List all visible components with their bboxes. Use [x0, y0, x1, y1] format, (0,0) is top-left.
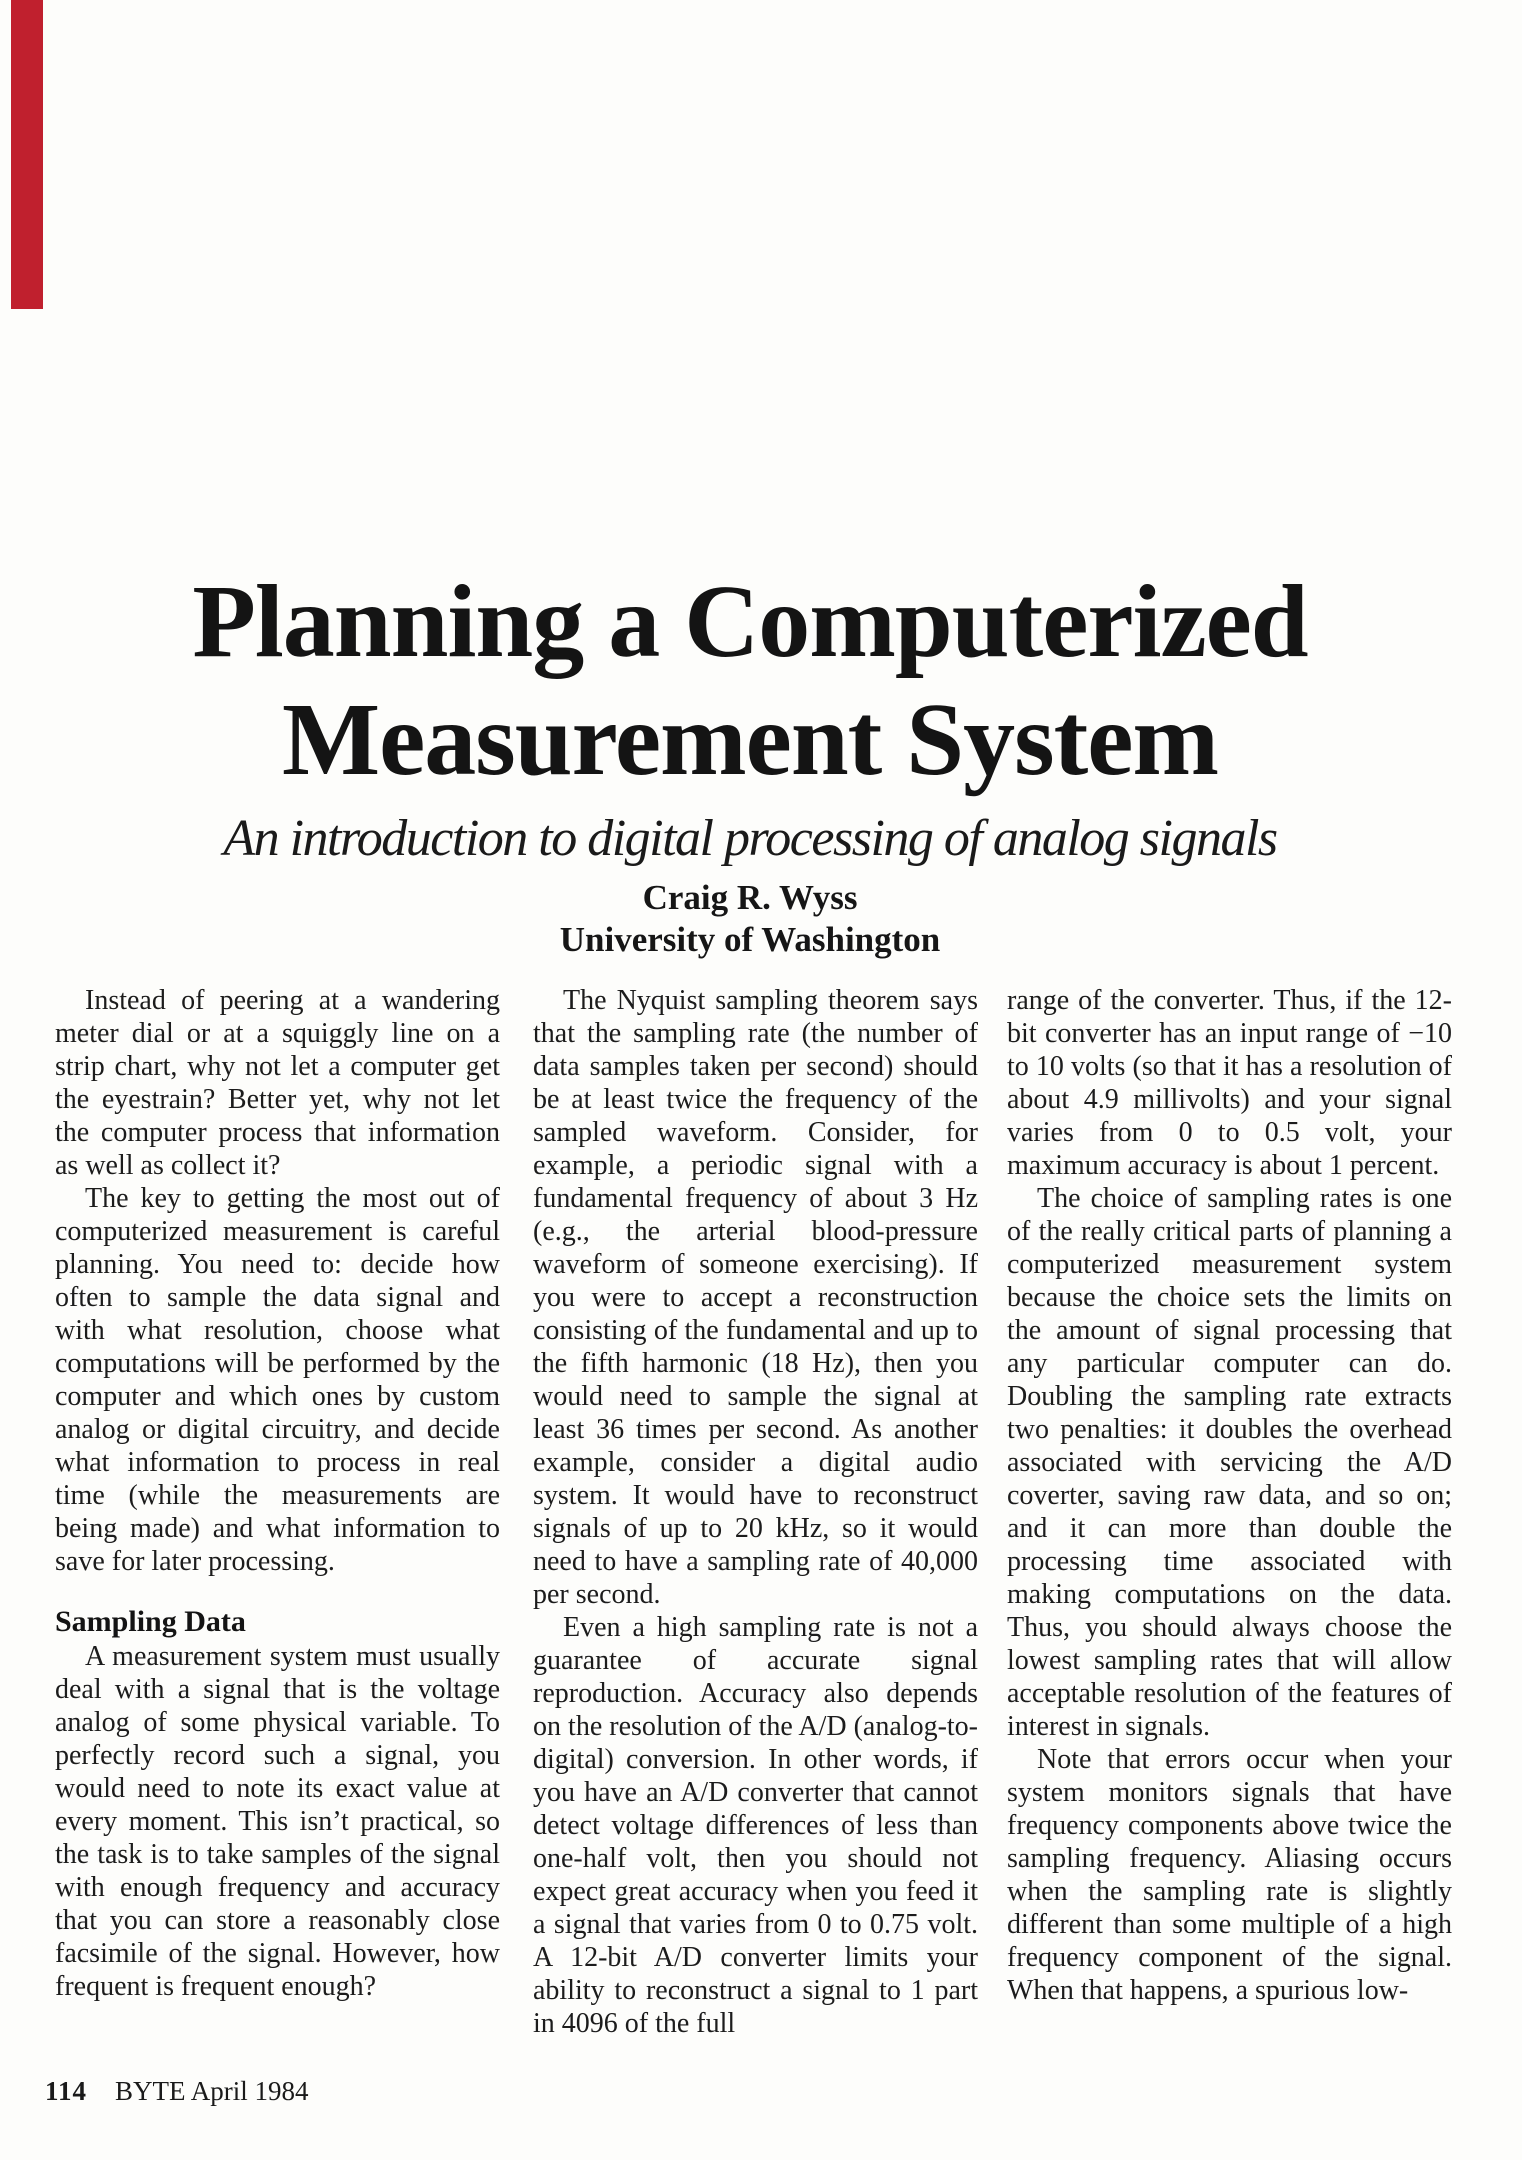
paragraph: A measurement system must usually deal with a signal that is the voltage analog of some physical variable. To perfectly record such a signal, you would need to note its exact value at every moment. This isn’t practical, so the task is to take samples of the signal with enough frequency and accuracy that you can store a reasonably close facsimile of the signal. However, how frequent is frequent enough?	[55, 1641, 500, 2002]
article-title	[0, 563, 1500, 799]
page-footer	[45, 2076, 309, 2106]
paragraph: Note that errors occur when your system monitors signals that have frequency components above twice the sampling frequency. Aliasing occurs when the sampling rate is slightly different than some multiple of a high frequency component of the signal. When that happens, a spurious low-	[1007, 1744, 1452, 2006]
article-header	[0, 563, 1500, 961]
paragraph: The key to getting the most out of computerized measurement is careful planning. You need to: decide how often to sample the data signal and with what resolution, choose what computations will be performed by the computer and which ones by custom analog or digital circuitry, and decide what information to process in real time (while the measurements are being made) and what information to save for later processing.	[55, 1183, 500, 1577]
title-line-2: Measurement System	[281, 682, 1219, 797]
section-heading: Sampling Data	[55, 1605, 246, 1638]
text-column-1	[55, 984, 500, 2003]
paragraph: The Nyquist sampling theorem says that the sampling rate (the number of data samples taken per second) should be at least twice the frequency of the sampled waveform. Consider, for example, a periodic signal with a fundamental frequency of about 3 Hz (e.g., the arterial blood-pressure waveform of someone exercising). If you were to accept a reconstruction consisting of the fundamental and up to the fifth harmonic (18 Hz), then you would need to sample the signal at least 36 times per second. As another example, consider a digital audio system. It would have to reconstruct signals of up to 20 kHz, so it would need to have a sampling rate of 40,000 per second.	[533, 985, 978, 1610]
page-number: 114	[45, 2076, 88, 2106]
magazine-issue: BYTE April 1984	[115, 2076, 309, 2106]
paragraph: range of the converter. Thus, if the 12-bit converter has an input range of −10 to 10 volts (so that it has a resolution of about 4.9 millivolts) and your signal varies from 0 to 0.5 volt, your maximum accuracy is about 1 percent.	[1007, 985, 1452, 1181]
author-affiliation: University of Washington	[559, 920, 941, 959]
author-name: Craig R. Wyss	[642, 878, 858, 917]
text-column-3	[1007, 984, 1452, 2007]
page-edge-tab	[11, 0, 43, 309]
article-subtitle: An introduction to digital processing of analog signals	[223, 810, 1277, 867]
paragraph: Instead of peering at a wandering meter dial or at a squiggly line on a strip chart, why not let a computer get the eyestrain? Better yet, why not let the computer process that information as well as collect it?	[55, 985, 500, 1181]
title-line-1: Planning a Computerized	[192, 564, 1308, 679]
paragraph: Even a high sampling rate is not a guarantee of accurate signal reproduction. Accuracy also depends on the resolution of the A/D (analog-to-digital) conversion. In other words, if you have an A/D converter that cannot detect voltage differences of less than one-half volt, then you should not expect great accuracy when you feed it a signal that varies from 0 to 0.75 volt. A 12-bit A/D converter limits your ability to reconstruct a signal to 1 part in 4096 of the full	[533, 1612, 978, 2039]
text-column-2	[533, 984, 978, 2040]
paragraph: The choice of sampling rates is one of the really critical parts of planning a computerized measurement system because the choice sets the limits on the amount of signal processing that any particular computer can do. Doubling the sampling rate extracts two penalties: it doubles the overhead associated with servicing the A/D coverter, saving raw data, and so on; and it can more than double the processing time associated with making computations on the data. Thus, you should always choose the lowest sampling rates that will allow acceptable resolution of the features of interest in signals.	[1007, 1183, 1452, 1742]
